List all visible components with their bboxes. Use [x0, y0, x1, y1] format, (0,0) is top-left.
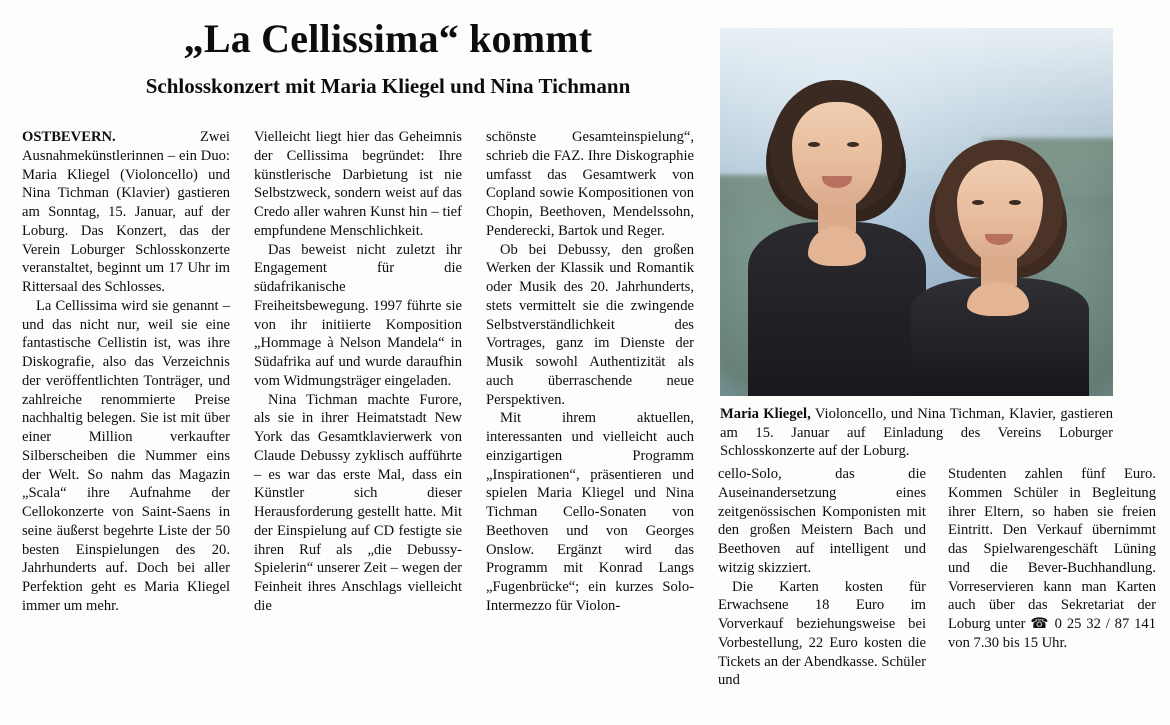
person-maria-kliegel [742, 76, 932, 396]
eye-right [847, 142, 859, 147]
eye-right [1009, 200, 1021, 205]
text-column-1 [22, 128, 230, 616]
paragraph: cello-Solo, das die Auseinandersetzung eines zeitgenössischen Komponisten mit den großen Meistern Bach und Beethoven auf intelligent und witzig skizziert. [718, 466, 926, 576]
subheadline: Schlosskonzert mit Maria Kliegel und Nina Tichmann [145, 74, 631, 98]
photo-caption-text: Violoncello, und Nina Tichman, Klavier, gastieren am 15. Januar auf Einladung des Vereins Loburger Schlosskonzerte auf der Loburg. [720, 406, 1114, 460]
paragraph: Vielleicht liegt hier das Geheimnis der Cellissima begründet: Ihre künstlerische Darbietung ist nie Selbstzweck, sondern weist auf das Credo aller wahren Kunst hin – tief empfundene Menschlichkeit. [254, 129, 462, 239]
paragraph: Die Karten kosten für Erwachsene 18 Euro im Vorverkauf beziehungsweise bei Vorbestellung, 22 Euro kosten die Tickets an der Abendkasse. Schüler und [718, 578, 926, 689]
paragraph: schönste Gesamteinspielung“, schrieb die FAZ. Ihre Diskographie umfasst das Gesamtwerk von Copland sowie Kompositionen von Chopin, Beethoven, Mendelssohn, Penderecki, Bartok und Reger. [486, 129, 694, 239]
paragraph [22, 128, 230, 297]
two-women-portrait-photo [720, 28, 1113, 396]
eye-left [808, 142, 820, 147]
paragraph: La Cellissima wird sie genannt – und das nicht nur, weil sie eine fantastische Cellistin ist, was ihre Diskografie, also das Verzeichnis der veröffentlichten Tonträger, und zahlreiche renommierte Preise nachhaltig belegen. Sie ist mit über einer Million verkaufter Silberscheiben die Nummer eins der Welt. So nahm das Magazin „Scala“ ihre Aufnahme der Cellokonzerte von Saint-Saens in seine äußerst begehrte Liste der 50 besten Einspielungen des 20. Jahrhunderts auf. Doch bei aller Perfektion geht es Maria Kliegel immer um mehr. [22, 297, 230, 614]
text-column-3 [486, 128, 694, 616]
paragraph: Mit ihrem aktuellen, interessanten und vielleicht auch einzigartigen Programm „Inspirationen“, präsentieren und spielen Maria Kliegel und Nina Tichman Cello-Sonaten von Beethoven und von Georges Onslow. Ergänzt wird das Programm mit Konrad Langs „Fugenbrücke“; ein kurzes Solo-Intermezzo für Violon- [486, 410, 694, 614]
paragraph: Ob bei Debussy, den großen Werken der Klassik und Romantik oder Musik des 20. Jahrhunderts, stets vermittelt sie die zwingende Selbstverständlichkeit des Vortrages, ganz im Dienste der Musik sowohl Authentizität als auch überraschende neue Perspektiven. [486, 241, 694, 408]
photo-caption-lead: Maria Kliegel, [720, 406, 811, 422]
text-column-4 [718, 465, 926, 690]
paragraph: Das beweist nicht zuletzt ihr Engagement für die südafrikanische Freiheitsbewegung. 1997 führte sie von ihr initiierte Komposition „Hommage à Nelson Mandela“ in Südafrika auf und wurde daraufhin vom Widmungsträger eingeladen. [254, 241, 462, 389]
paragraph: Nina Tichman machte Furore, als sie in ihrer Heimatstadt New York das Gesamtklavierwerk von Claude Debussy zyklisch aufführte – es war das erste Mal, dass ein Künstler sich dieser Herausforderung gestellt hatte. Mit der Einspielung auf CD festigte sie ihren Ruf als „die Debussy-Spielerin“ unserer Zeit – wegen der Feinheit ihres Anschlags vielleicht die [254, 391, 462, 614]
photo-caption [720, 405, 1113, 461]
photo-block [720, 28, 1113, 461]
person-nina-tichman [905, 96, 1095, 396]
paragraph-text: Zwei Ausnahmekünstlerinnen – ein Duo: Maria Kliegel (Violoncello) und Nina Tichman (Klavier) gastieren am Sonntag, 15. Januar, auf der Loburg. Das Konzert, das der Verein Loburger Schlosskonzerte veranstaltet, beginnt um 17 Uhr im Rittersaal des Schlosses. [22, 129, 230, 295]
page-title: „La Cellissima“ kommt [183, 16, 593, 61]
headline-block [78, 18, 698, 98]
text-column-2 [254, 128, 462, 616]
paragraph: Studenten zahlen fünf Euro. Kommen Schüler in Begleitung ihrer Eltern, so haben sie freien Eintritt. Den Verkauf übernimmt das Spielwarengeschäft Lüning und die Bever-Buchhandlung. Vorreservieren kann man Karten auch über das Sekretariat der Loburg unter ☎ 0 25 32 / 87 141 von 7.30 bis 15 Uhr. [948, 466, 1156, 651]
dateline: OSTBEVERN. [22, 129, 116, 145]
text-column-5 [948, 465, 1156, 653]
eye-left [972, 200, 984, 205]
